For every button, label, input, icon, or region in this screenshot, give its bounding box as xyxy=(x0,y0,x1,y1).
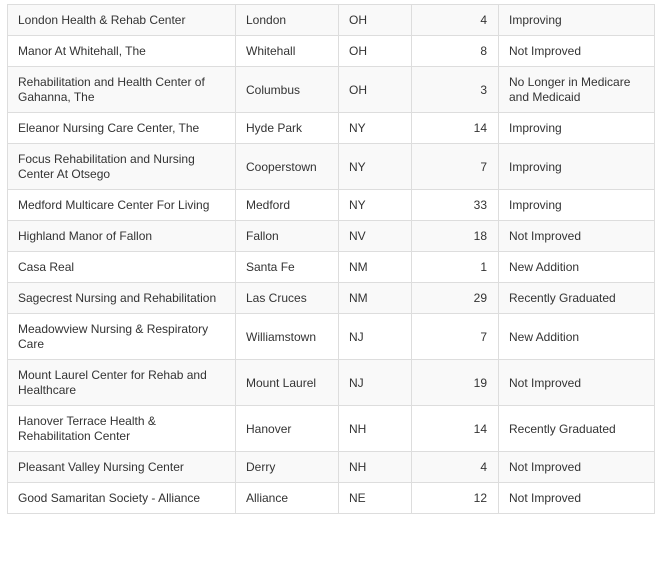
table-row xyxy=(8,221,655,252)
state-cell: NY xyxy=(339,144,412,190)
count-cell: 14 xyxy=(412,113,499,144)
count-cell: 19 xyxy=(412,360,499,406)
table-row xyxy=(8,283,655,314)
table-row xyxy=(8,36,655,67)
count-cell: 14 xyxy=(412,406,499,452)
count-cell: 7 xyxy=(412,314,499,360)
city-cell: Mount Laurel xyxy=(236,360,339,406)
facilities-table xyxy=(7,4,655,514)
facility-name-cell: Eleanor Nursing Care Center, The xyxy=(8,113,236,144)
table-row xyxy=(8,252,655,283)
status-cell: Recently Graduated xyxy=(499,406,655,452)
facility-name-cell: London Health & Rehab Center xyxy=(8,5,236,36)
facility-name-cell: Sagecrest Nursing and Rehabilitation xyxy=(8,283,236,314)
table-row xyxy=(8,113,655,144)
status-cell: New Addition xyxy=(499,314,655,360)
status-cell: Not Improved xyxy=(499,452,655,483)
table-row xyxy=(8,406,655,452)
city-cell: Columbus xyxy=(236,67,339,113)
facility-name-cell: Mount Laurel Center for Rehab and Healthcare xyxy=(8,360,236,406)
city-cell: Santa Fe xyxy=(236,252,339,283)
facility-name-cell: Rehabilitation and Health Center of Gahanna, The xyxy=(8,67,236,113)
count-cell: 8 xyxy=(412,36,499,67)
state-cell: NJ xyxy=(339,360,412,406)
status-cell: Improving xyxy=(499,5,655,36)
state-cell: NH xyxy=(339,452,412,483)
facility-name-cell: Medford Multicare Center For Living xyxy=(8,190,236,221)
state-cell: OH xyxy=(339,67,412,113)
state-cell: NY xyxy=(339,113,412,144)
table-row xyxy=(8,5,655,36)
count-cell: 33 xyxy=(412,190,499,221)
facility-name-cell: Pleasant Valley Nursing Center xyxy=(8,452,236,483)
city-cell: Williamstown xyxy=(236,314,339,360)
city-cell: Hanover xyxy=(236,406,339,452)
city-cell: Derry xyxy=(236,452,339,483)
city-cell: Whitehall xyxy=(236,36,339,67)
table-row xyxy=(8,360,655,406)
status-cell: Improving xyxy=(499,190,655,221)
facility-name-cell: Good Samaritan Society - Alliance xyxy=(8,483,236,514)
count-cell: 7 xyxy=(412,144,499,190)
count-cell: 4 xyxy=(412,5,499,36)
city-cell: Alliance xyxy=(236,483,339,514)
table-row xyxy=(8,483,655,514)
state-cell: NV xyxy=(339,221,412,252)
count-cell: 4 xyxy=(412,452,499,483)
state-cell: OH xyxy=(339,5,412,36)
status-cell: Not Improved xyxy=(499,221,655,252)
city-cell: Las Cruces xyxy=(236,283,339,314)
facility-name-cell: Casa Real xyxy=(8,252,236,283)
city-cell: Hyde Park xyxy=(236,113,339,144)
status-cell: Improving xyxy=(499,113,655,144)
count-cell: 1 xyxy=(412,252,499,283)
facility-name-cell: Manor At Whitehall, The xyxy=(8,36,236,67)
city-cell: Fallon xyxy=(236,221,339,252)
table-row xyxy=(8,67,655,113)
status-cell: Not Improved xyxy=(499,483,655,514)
facilities-table-body xyxy=(8,5,655,514)
table-row xyxy=(8,144,655,190)
status-cell: Recently Graduated xyxy=(499,283,655,314)
state-cell: NE xyxy=(339,483,412,514)
city-cell: Medford xyxy=(236,190,339,221)
state-cell: OH xyxy=(339,36,412,67)
facility-name-cell: Meadowview Nursing & Respiratory Care xyxy=(8,314,236,360)
city-cell: Cooperstown xyxy=(236,144,339,190)
status-cell: Not Improved xyxy=(499,360,655,406)
facility-name-cell: Hanover Terrace Health & Rehabilitation Center xyxy=(8,406,236,452)
table-row xyxy=(8,314,655,360)
status-cell: Improving xyxy=(499,144,655,190)
count-cell: 3 xyxy=(412,67,499,113)
table-row xyxy=(8,190,655,221)
count-cell: 12 xyxy=(412,483,499,514)
state-cell: NJ xyxy=(339,314,412,360)
facility-name-cell: Focus Rehabilitation and Nursing Center At Otsego xyxy=(8,144,236,190)
city-cell: London xyxy=(236,5,339,36)
facility-name-cell: Highland Manor of Fallon xyxy=(8,221,236,252)
state-cell: NM xyxy=(339,283,412,314)
count-cell: 29 xyxy=(412,283,499,314)
count-cell: 18 xyxy=(412,221,499,252)
state-cell: NY xyxy=(339,190,412,221)
table-row xyxy=(8,452,655,483)
status-cell: Not Improved xyxy=(499,36,655,67)
status-cell: New Addition xyxy=(499,252,655,283)
state-cell: NH xyxy=(339,406,412,452)
status-cell: No Longer in Medicare and Medicaid xyxy=(499,67,655,113)
state-cell: NM xyxy=(339,252,412,283)
